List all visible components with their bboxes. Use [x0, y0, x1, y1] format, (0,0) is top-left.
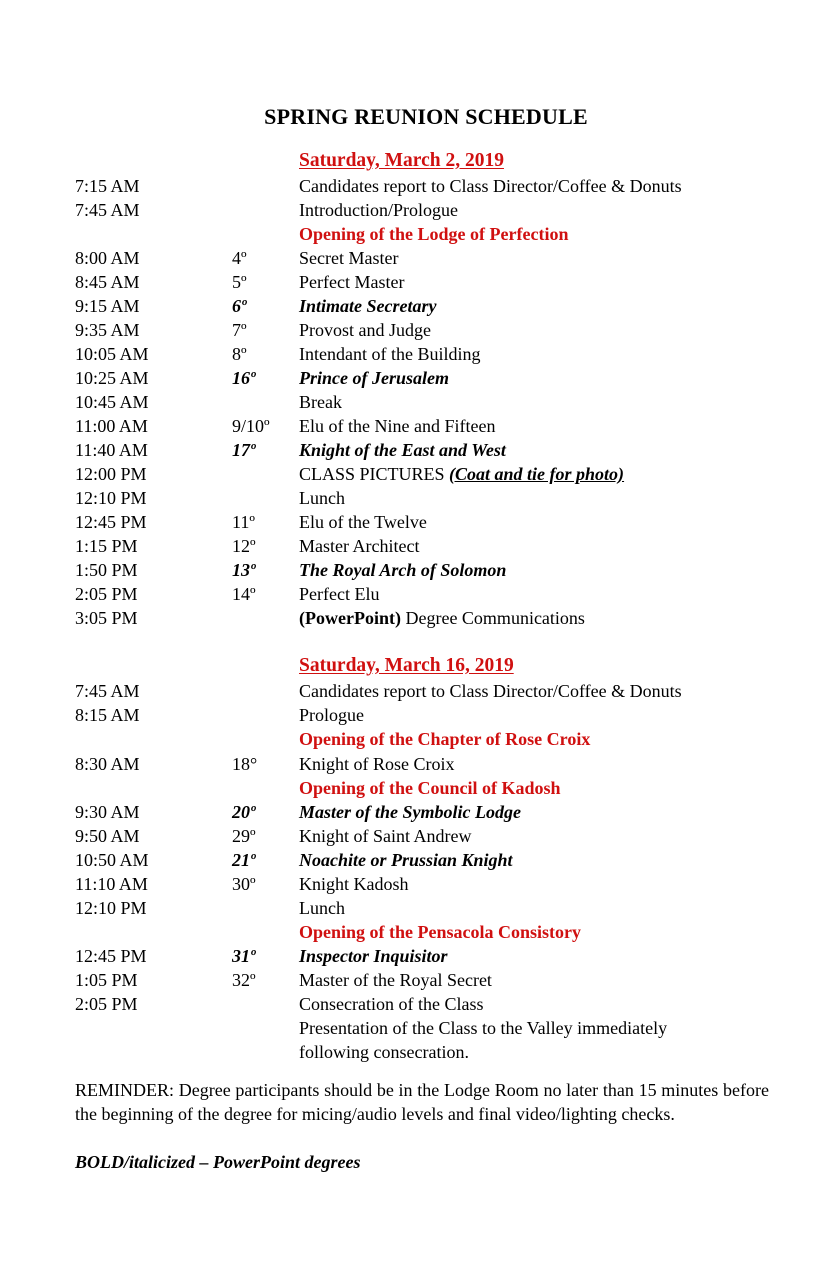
- row-degree: 5º: [232, 272, 247, 292]
- row-time: 9:30 AM: [75, 802, 140, 822]
- table-row: [0, 414, 834, 438]
- row-desc: Intendant of the Building: [299, 344, 481, 364]
- row-time: 2:05 PM: [75, 584, 138, 604]
- row-time: 9:50 AM: [75, 826, 140, 846]
- row-time: 1:50 PM: [75, 560, 138, 580]
- row-desc-rest: Degree Communications: [400, 608, 585, 628]
- row-desc: Knight Kadosh: [299, 874, 409, 894]
- table-row: [0, 824, 834, 848]
- row-desc: following consecration.: [299, 1042, 469, 1062]
- row-time: 8:45 AM: [75, 272, 140, 292]
- table-row: [0, 366, 834, 390]
- day1-heading: Saturday, March 2, 2019: [299, 150, 504, 171]
- table-row: [0, 606, 834, 630]
- row-desc: Provost and Judge: [299, 320, 431, 340]
- table-row: [0, 703, 834, 727]
- row-desc: Perfect Master: [299, 272, 405, 292]
- row-time: 12:10 PM: [75, 488, 147, 508]
- table-row: [0, 510, 834, 534]
- row-degree: 17º: [232, 440, 256, 460]
- row-desc: Break: [299, 392, 342, 412]
- row-degree: 4º: [232, 248, 247, 268]
- row-degree: 21º: [232, 850, 256, 870]
- row-time: 9:15 AM: [75, 296, 140, 316]
- row-time: 3:05 PM: [75, 608, 138, 628]
- table-row: [0, 486, 834, 510]
- row-time: 1:15 PM: [75, 536, 138, 556]
- row-time: 11:10 AM: [75, 874, 148, 894]
- row-time: 1:05 PM: [75, 970, 138, 990]
- row-desc: Candidates report to Class Director/Coffee & Donuts: [299, 681, 682, 701]
- row-desc: Consecration of the Class: [299, 994, 484, 1014]
- table-row: [0, 294, 834, 318]
- powerpoint-label: (PowerPoint): [299, 608, 401, 628]
- row-time: 10:05 AM: [75, 344, 149, 364]
- row-time: 9:35 AM: [75, 320, 140, 340]
- row-time: 11:40 AM: [75, 440, 148, 460]
- row-time: 8:00 AM: [75, 248, 140, 268]
- table-row: [0, 534, 834, 558]
- table-row: [0, 222, 834, 246]
- row-time: 7:45 AM: [75, 681, 140, 701]
- table-row: [0, 679, 834, 703]
- row-degree: 7º: [232, 320, 247, 340]
- row-desc: Knight of Saint Andrew: [299, 826, 472, 846]
- row-time: 10:50 AM: [75, 850, 149, 870]
- row-degree: 32º: [232, 970, 256, 990]
- table-row: [0, 582, 834, 606]
- row-desc: Lunch: [299, 488, 345, 508]
- row-desc: The Royal Arch of Solomon: [299, 560, 507, 580]
- row-time: 8:30 AM: [75, 754, 140, 774]
- row-time: 7:45 AM: [75, 200, 140, 220]
- row-time: 12:45 PM: [75, 512, 147, 532]
- table-row: [0, 800, 834, 824]
- row-degree: 14º: [232, 584, 256, 604]
- opening-heading: Opening of the Lodge of Perfection: [299, 224, 569, 244]
- row-time: 10:25 AM: [75, 368, 149, 388]
- reminder-paragraph: REMINDER: Degree participants should be in the Lodge Room no later than 15 minutes before the beginning of the degree for micing/audio levels and final video/lighting checks.: [75, 1080, 769, 1124]
- row-desc: Inspector Inquisitor: [299, 946, 448, 966]
- table-row: [0, 752, 834, 776]
- table-row: [0, 920, 834, 944]
- row-degree: 16º: [232, 368, 256, 388]
- row-degree: 8º: [232, 344, 247, 364]
- day2-heading: Saturday, March 16, 2019: [299, 655, 514, 676]
- table-row: [0, 776, 834, 800]
- row-time: 12:45 PM: [75, 946, 147, 966]
- row-degree: 18°: [232, 754, 258, 774]
- table-row: [0, 558, 834, 582]
- row-time: 10:45 AM: [75, 392, 149, 412]
- row-desc: Knight of the East and West: [299, 440, 506, 460]
- table-row: [0, 848, 834, 872]
- table-row: [0, 872, 834, 896]
- row-degree: 13º: [232, 560, 256, 580]
- table-row: [0, 390, 834, 414]
- row-desc: Presentation of the Class to the Valley immediately: [299, 1018, 668, 1038]
- row-desc: [299, 606, 585, 630]
- row-time: 8:15 AM: [75, 705, 140, 725]
- table-row: [0, 246, 834, 270]
- table-row: [0, 198, 834, 222]
- row-desc: Elu of the Twelve: [299, 512, 427, 532]
- page-title: SPRING REUNION SCHEDULE: [264, 104, 588, 129]
- row-degree: 30º: [232, 874, 256, 894]
- row-time: 2:05 PM: [75, 994, 138, 1014]
- row-desc: Master Architect: [299, 536, 420, 556]
- row-desc: Knight of Rose Croix: [299, 754, 455, 774]
- opening-heading: Opening of the Pensacola Consistory: [299, 922, 582, 942]
- table-row: [0, 992, 834, 1016]
- row-desc: Secret Master: [299, 248, 399, 268]
- table-row: [0, 1016, 834, 1040]
- opening-heading: Opening of the Council of Kadosh: [299, 778, 561, 798]
- table-row: [0, 318, 834, 342]
- table-row: [0, 968, 834, 992]
- row-degree: 29º: [232, 826, 256, 846]
- row-time: 11:00 AM: [75, 416, 148, 436]
- row-degree: 31º: [232, 946, 256, 966]
- legend-note: BOLD/italicized – PowerPoint degrees: [75, 1152, 361, 1172]
- table-row: [0, 944, 834, 968]
- row-desc: Perfect Elu: [299, 584, 380, 604]
- row-degree: 9/10º: [232, 416, 270, 436]
- row-desc: Prince of Jerusalem: [299, 368, 449, 388]
- photo-note: (Coat and tie for photo): [449, 464, 625, 484]
- table-row: [0, 727, 834, 751]
- opening-heading: Opening of the Chapter of Rose Croix: [299, 729, 591, 749]
- row-desc: Noachite or Prussian Knight: [299, 850, 513, 870]
- row-desc: Master of the Royal Secret: [299, 970, 492, 990]
- table-row: [0, 1040, 834, 1064]
- row-time: 7:15 AM: [75, 176, 140, 196]
- row-desc: Prologue: [299, 705, 364, 725]
- row-desc: Master of the Symbolic Lodge: [299, 802, 521, 822]
- row-degree: 12º: [232, 536, 256, 556]
- row-desc: Lunch: [299, 898, 345, 918]
- table-row: [0, 438, 834, 462]
- row-degree: 6º: [232, 296, 247, 316]
- table-row: [0, 270, 834, 294]
- class-pictures-label: CLASS PICTURES: [299, 464, 445, 484]
- row-degree: 11º: [232, 512, 255, 532]
- row-desc: Intimate Secretary: [299, 296, 437, 316]
- row-time: 12:10 PM: [75, 898, 147, 918]
- table-row: [0, 462, 834, 486]
- row-desc: Candidates report to Class Director/Coffee & Donuts: [299, 176, 682, 196]
- row-desc: Introduction/Prologue: [299, 200, 458, 220]
- row-degree: 20º: [232, 802, 256, 822]
- table-row: [0, 342, 834, 366]
- row-desc: Elu of the Nine and Fifteen: [299, 416, 496, 436]
- table-row: [0, 174, 834, 198]
- row-desc: [299, 462, 624, 486]
- row-time: 12:00 PM: [75, 464, 147, 484]
- table-row: [0, 896, 834, 920]
